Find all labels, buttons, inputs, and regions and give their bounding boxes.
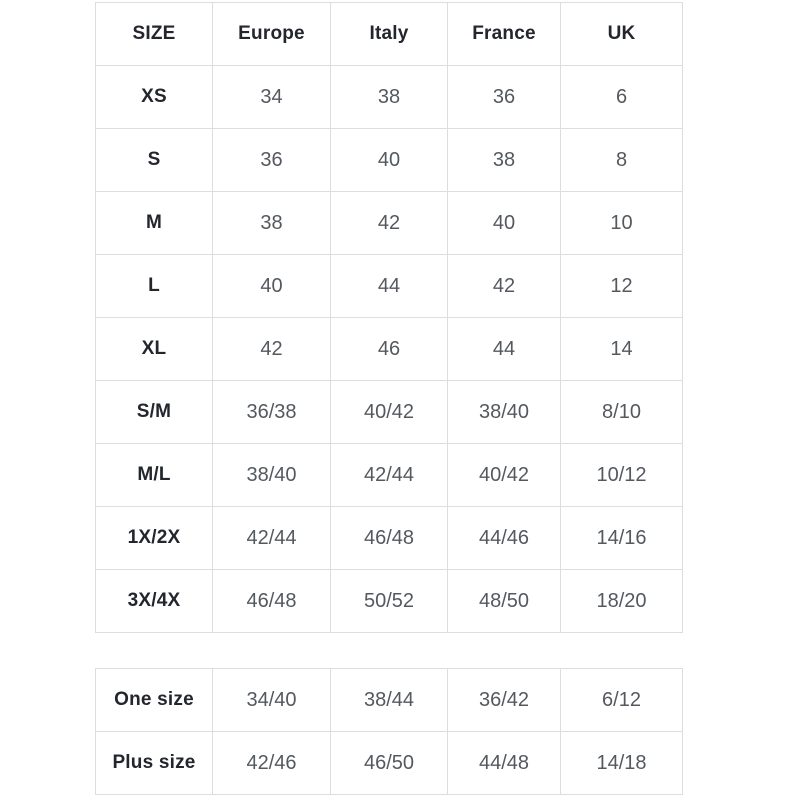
europe-value: 42 [213, 318, 331, 381]
size-label: M [96, 192, 213, 255]
europe-value: 38/40 [213, 444, 331, 507]
uk-value: 12 [561, 255, 683, 318]
italy-value: 38 [331, 66, 448, 129]
europe-value: 40 [213, 255, 331, 318]
table-header-row [96, 3, 683, 66]
table-row-l [96, 255, 683, 318]
size-label: S/M [96, 381, 213, 444]
europe-value: 38 [213, 192, 331, 255]
italy-value: 50/52 [331, 570, 448, 633]
table-row-one-size [96, 669, 683, 732]
size-label: M/L [96, 444, 213, 507]
france-value: 36 [448, 66, 561, 129]
table-row-1x2x [96, 507, 683, 570]
table-row-s [96, 129, 683, 192]
size-label: S [96, 129, 213, 192]
italy-value: 44 [331, 255, 448, 318]
uk-value: 14/16 [561, 507, 683, 570]
column-header-uk: UK [561, 3, 683, 66]
italy-value: 42 [331, 192, 448, 255]
italy-value: 40 [331, 129, 448, 192]
uk-value: 8 [561, 129, 683, 192]
italy-value: 46/50 [331, 732, 448, 795]
italy-value: 46 [331, 318, 448, 381]
table-row-ml [96, 444, 683, 507]
size-label: Plus size [96, 732, 213, 795]
table-row-sm [96, 381, 683, 444]
table-row-3x4x [96, 570, 683, 633]
uk-value: 18/20 [561, 570, 683, 633]
europe-value: 42/46 [213, 732, 331, 795]
uk-value: 14/18 [561, 732, 683, 795]
table-row-xs [96, 66, 683, 129]
column-header-france: France [448, 3, 561, 66]
table-row-m [96, 192, 683, 255]
uk-value: 10/12 [561, 444, 683, 507]
europe-value: 36/38 [213, 381, 331, 444]
size-label: 3X/4X [96, 570, 213, 633]
column-header-europe: Europe [213, 3, 331, 66]
italy-value: 40/42 [331, 381, 448, 444]
uk-value: 10 [561, 192, 683, 255]
france-value: 40 [448, 192, 561, 255]
france-value: 38/40 [448, 381, 561, 444]
column-header-size: SIZE [96, 3, 213, 66]
france-value: 44/46 [448, 507, 561, 570]
europe-value: 34 [213, 66, 331, 129]
tables-container [95, 2, 682, 795]
europe-value: 36 [213, 129, 331, 192]
europe-value: 46/48 [213, 570, 331, 633]
france-value: 44/48 [448, 732, 561, 795]
france-value: 36/42 [448, 669, 561, 732]
size-label: XS [96, 66, 213, 129]
italy-value: 38/44 [331, 669, 448, 732]
italy-value: 46/48 [331, 507, 448, 570]
size-conversion-table [95, 2, 683, 633]
uk-value: 8/10 [561, 381, 683, 444]
europe-value: 34/40 [213, 669, 331, 732]
uk-value: 6 [561, 66, 683, 129]
table-row-xl [96, 318, 683, 381]
italy-value: 42/44 [331, 444, 448, 507]
column-header-italy: Italy [331, 3, 448, 66]
france-value: 40/42 [448, 444, 561, 507]
france-value: 44 [448, 318, 561, 381]
size-label: XL [96, 318, 213, 381]
uk-value: 14 [561, 318, 683, 381]
special-sizes-table [95, 668, 683, 795]
size-label: 1X/2X [96, 507, 213, 570]
europe-value: 42/44 [213, 507, 331, 570]
france-value: 38 [448, 129, 561, 192]
size-label: One size [96, 669, 213, 732]
size-label: L [96, 255, 213, 318]
france-value: 42 [448, 255, 561, 318]
uk-value: 6/12 [561, 669, 683, 732]
table-row-plus-size [96, 732, 683, 795]
france-value: 48/50 [448, 570, 561, 633]
